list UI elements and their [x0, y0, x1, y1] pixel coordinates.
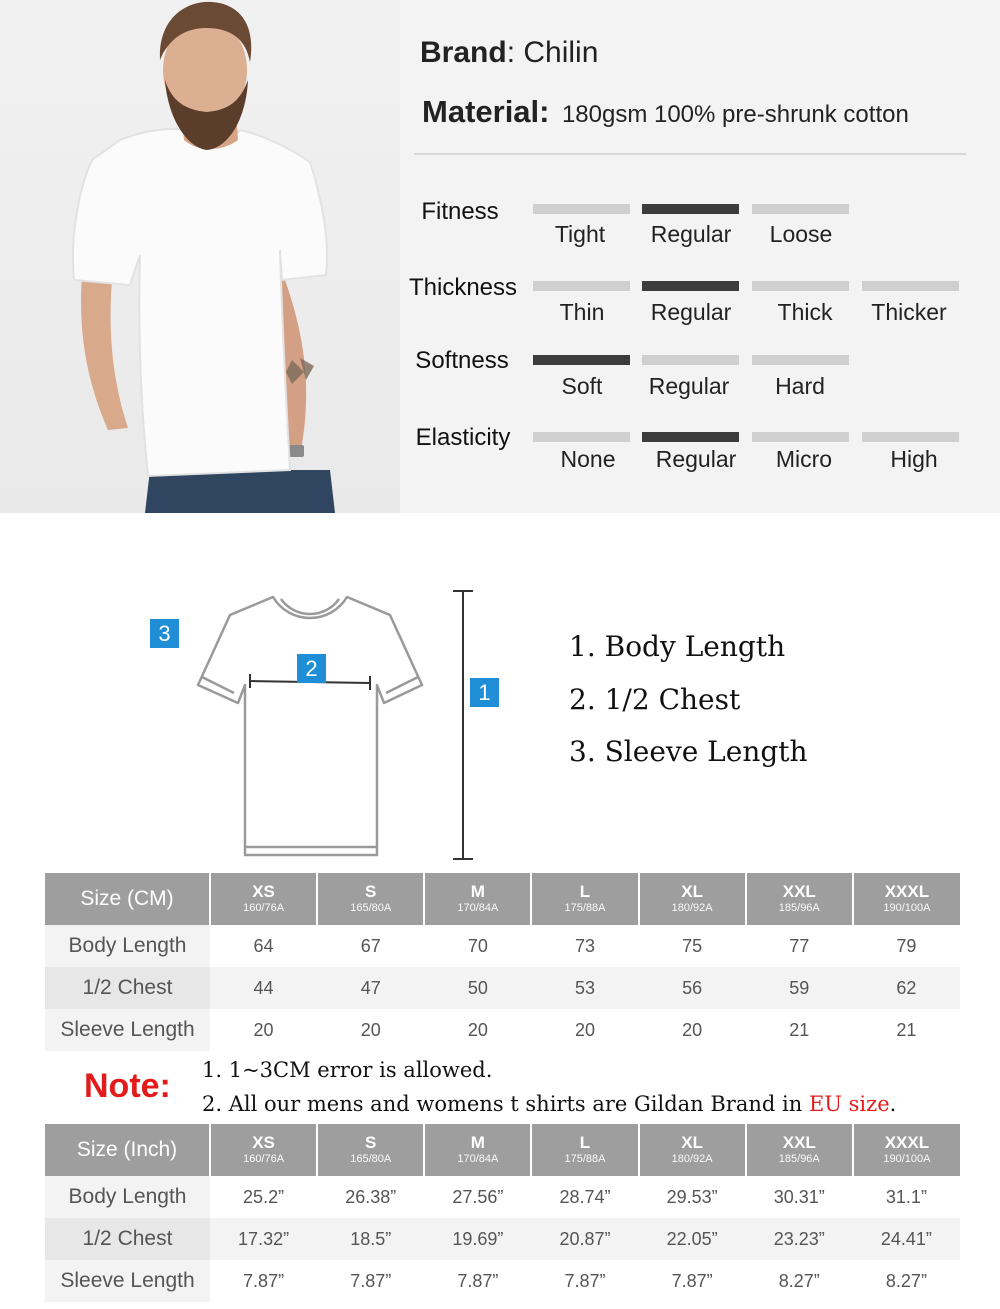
- attribute-option: Soft: [561, 373, 603, 399]
- table-cell: 20: [253, 1019, 274, 1040]
- attribute-option: Regular: [650, 221, 732, 247]
- row-label: Sleeve Length: [45, 1260, 210, 1302]
- material-line: [422, 94, 909, 130]
- size-sub: 185/96A: [778, 902, 820, 914]
- table-cell: 47: [317, 967, 424, 1009]
- attribute-bar: [862, 281, 959, 291]
- table-cell: 23.23”: [746, 1218, 853, 1260]
- attribute-option: Micro: [775, 446, 833, 472]
- attribute-option: Thin: [559, 299, 605, 325]
- size-sub: 185/96A: [778, 1153, 820, 1165]
- size-header: [424, 1124, 531, 1176]
- size-name: XS: [252, 882, 275, 901]
- table-cell: 64: [253, 935, 274, 956]
- legend-chest: 2. 1/2 Chest: [569, 683, 741, 716]
- table-cell: 25.2”: [243, 1186, 285, 1207]
- table-cell: 28.74”: [559, 1186, 611, 1207]
- table-row: [45, 967, 960, 1009]
- size-table-inch: [45, 1124, 960, 1302]
- attribute-bar: [752, 432, 849, 442]
- attribute-label: Elasticity: [415, 424, 511, 451]
- size-table-cm: [45, 873, 960, 1051]
- attribute-option: Tight: [554, 221, 606, 247]
- table-cell: 79: [896, 935, 917, 956]
- table-cell: 44: [210, 967, 317, 1009]
- size-header: [424, 873, 531, 925]
- size-header: [531, 873, 638, 925]
- eu-size-highlight: EU size: [808, 1092, 890, 1116]
- attribute-option: Loose: [769, 221, 833, 247]
- size-name: L: [579, 1133, 591, 1152]
- table-cell: 27.56”: [452, 1186, 504, 1207]
- size-name: XXL: [782, 882, 816, 901]
- note-line-2: [202, 1092, 896, 1116]
- row-label: 1/2 Chest: [45, 967, 210, 1009]
- size-sub: 165/80A: [350, 902, 392, 914]
- size-sub: 175/88A: [564, 1153, 606, 1165]
- attribute-option: Regular: [648, 373, 730, 399]
- table-cell: 20.87”: [531, 1218, 638, 1260]
- size-name: M: [470, 1133, 485, 1152]
- brand-separator: :: [506, 36, 524, 69]
- material-key: Material:: [422, 94, 550, 129]
- attribute-bar: [642, 432, 739, 442]
- attribute-bar: [533, 355, 630, 365]
- table-cell: 62: [853, 967, 960, 1009]
- attribute-option: Regular: [650, 299, 732, 325]
- size-header: [853, 873, 960, 925]
- table-cell: 77: [789, 935, 810, 956]
- table-cell: 20: [682, 1019, 703, 1040]
- model-illustration: [0, 0, 400, 513]
- table-cell: 7.87”: [243, 1270, 285, 1291]
- attribute-label: Fitness: [421, 198, 499, 225]
- size-name: XXL: [782, 1133, 816, 1152]
- legend-body-length: 1. Body Length: [569, 630, 786, 663]
- table-cell: 29.53”: [666, 1186, 718, 1207]
- attribute-bar: [752, 204, 849, 214]
- size-header: [531, 1124, 638, 1176]
- table-header-row: [45, 873, 960, 925]
- attribute-bar: [862, 432, 959, 442]
- table-row: [45, 1176, 960, 1218]
- table-row: [45, 1009, 960, 1051]
- brand-value: Chilin: [523, 36, 599, 69]
- size-sub: 160/76A: [243, 1153, 285, 1165]
- table-cell: 8.27”: [778, 1270, 820, 1291]
- brand-key: Brand: [420, 36, 507, 69]
- badge-chest: 2: [297, 654, 326, 683]
- table-cell: 8.27”: [885, 1270, 927, 1291]
- size-sub: 165/80A: [350, 1153, 392, 1165]
- size-sub: 190/100A: [883, 1153, 931, 1165]
- table-cell: 7.87”: [564, 1270, 606, 1291]
- divider: [414, 153, 966, 155]
- table-cell: 30.31”: [773, 1186, 825, 1207]
- attribute-option: Thick: [777, 299, 833, 325]
- table-cell: 7.87”: [457, 1270, 499, 1291]
- legend-sleeve-length: 3. Sleeve Length: [569, 735, 808, 768]
- note-title: Note:: [84, 1067, 171, 1105]
- body-length-ruler: [450, 588, 476, 862]
- attribute-bar: [642, 355, 739, 365]
- size-sub: 170/84A: [457, 1153, 499, 1165]
- product-info-panel: [0, 0, 1000, 513]
- material-value: 180gsm 100% pre-shrunk cotton: [561, 101, 909, 128]
- table-row: [45, 1260, 960, 1302]
- attribute-bar: [642, 281, 739, 291]
- badge-body-length: 1: [470, 678, 499, 707]
- table-cell: 59: [746, 967, 853, 1009]
- size-name: XXXL: [884, 882, 930, 901]
- table-cell: 73: [574, 935, 595, 956]
- row-label: 1/2 Chest: [45, 1218, 210, 1260]
- table-cell: 18.5”: [317, 1218, 424, 1260]
- table-header-row: [45, 1124, 960, 1176]
- size-name: XS: [252, 1133, 275, 1152]
- row-label: Body Length: [45, 1176, 210, 1218]
- table-cell: 21: [896, 1019, 917, 1040]
- table-cell: 21: [789, 1019, 810, 1040]
- table-cell: 26.38”: [345, 1186, 397, 1207]
- size-sub: 180/92A: [671, 902, 713, 914]
- table-cell: 19.69”: [424, 1218, 531, 1260]
- table-cell: 53: [531, 967, 638, 1009]
- attribute-label: Thickness: [408, 274, 518, 301]
- brand-line: [420, 36, 598, 70]
- table-corner-label: Size (CM): [45, 873, 210, 925]
- attribute-bar: [533, 432, 630, 442]
- size-header: [639, 1124, 746, 1176]
- row-label: Sleeve Length: [45, 1009, 210, 1051]
- size-header: [210, 1124, 317, 1176]
- attribute-bar: [533, 204, 630, 214]
- attribute-option: Hard: [775, 373, 825, 399]
- size-sub: 170/84A: [457, 902, 499, 914]
- size-header: [210, 873, 317, 925]
- size-header: [639, 873, 746, 925]
- table-cell: 20: [360, 1019, 381, 1040]
- table-cell: 50: [424, 967, 531, 1009]
- attribute-label: Softness: [415, 347, 509, 374]
- table-cell: 75: [682, 935, 703, 956]
- table-corner-label: Size (Inch): [45, 1124, 210, 1176]
- attribute-option: High: [890, 446, 938, 472]
- size-name: S: [365, 1133, 377, 1152]
- table-cell: 56: [639, 967, 746, 1009]
- size-sub: 180/92A: [671, 1153, 713, 1165]
- size-header: [317, 873, 424, 925]
- table-cell: 20: [467, 1019, 488, 1040]
- size-header: [317, 1124, 424, 1176]
- table-cell: 7.87”: [671, 1270, 713, 1291]
- size-name: L: [579, 882, 591, 901]
- size-name: M: [470, 882, 485, 901]
- size-sub: 160/76A: [243, 902, 285, 914]
- table-cell: 20: [574, 1019, 595, 1040]
- attribute-option: Thicker: [871, 299, 947, 325]
- note-line-2-suffix: .: [889, 1092, 897, 1116]
- size-name: XL: [681, 1133, 703, 1152]
- tshirt-outline-icon: [190, 585, 490, 875]
- note-line-2-text: 2. All our mens and womens t shirts are Gildan Brand in: [202, 1092, 809, 1116]
- size-name: XXXL: [884, 1133, 930, 1152]
- attribute-option: None: [560, 446, 616, 472]
- table-cell: 67: [360, 935, 381, 956]
- table-row: [45, 925, 960, 967]
- note-line-1: 1. 1~3CM error is allowed.: [202, 1058, 493, 1082]
- size-header: [853, 1124, 960, 1176]
- attribute-option: Regular: [655, 446, 737, 472]
- size-header: [746, 873, 853, 925]
- attribute-bar: [642, 204, 739, 214]
- row-label: Body Length: [45, 925, 210, 967]
- table-row: [45, 1218, 960, 1260]
- size-name: XL: [681, 882, 703, 901]
- table-cell: 17.32”: [210, 1218, 317, 1260]
- attribute-bar: [752, 281, 849, 291]
- table-cell: 70: [467, 935, 488, 956]
- attribute-bar: [533, 281, 630, 291]
- size-name: S: [365, 882, 377, 901]
- size-sub: 175/88A: [564, 902, 606, 914]
- table-cell: 31.1”: [885, 1186, 927, 1207]
- model-photo: [0, 0, 400, 513]
- size-header: [746, 1124, 853, 1176]
- table-cell: 22.05”: [639, 1218, 746, 1260]
- table-cell: 24.41”: [853, 1218, 960, 1260]
- table-cell: 7.87”: [350, 1270, 392, 1291]
- badge-sleeve-length: 3: [150, 619, 179, 648]
- size-sub: 190/100A: [883, 902, 931, 914]
- attribute-bar: [752, 355, 849, 365]
